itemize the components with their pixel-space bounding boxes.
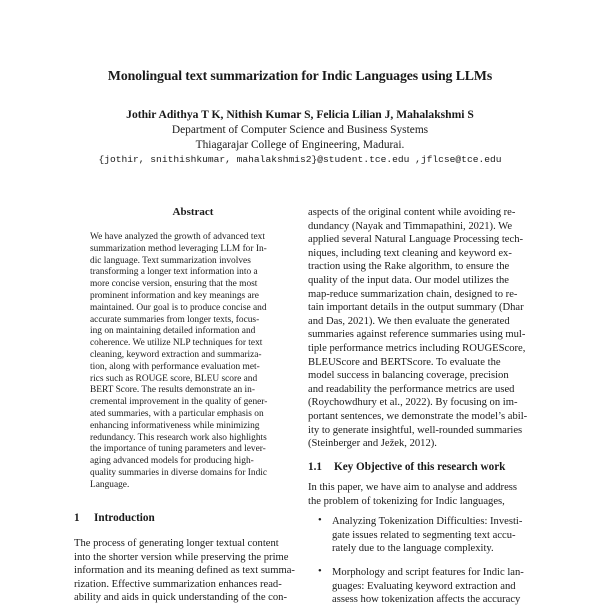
abstract-line: rics such as ROUGE score, BLEU score and bbox=[90, 373, 258, 384]
author-list: Jothir Adithya T K, Nithish Kumar S, Felicia Lilian J, Mahalakshmi S bbox=[126, 108, 474, 121]
abstract-line: cremental improvement in the quality of gener- bbox=[90, 397, 268, 408]
body-line: ity to generate insightful, well-rounded summaries bbox=[308, 424, 523, 436]
abstract-line: accurate summaries from longer texts, focus- bbox=[90, 314, 260, 325]
body-line: traction using the Rake algorithm, to ensure the bbox=[308, 261, 510, 273]
body-line: BLEUScore and BERTScore. To evaluate the bbox=[308, 356, 501, 368]
abstract-body bbox=[90, 232, 296, 492]
subsection-title: Key Objective of this research work bbox=[334, 461, 506, 473]
body-line: (Steinberger and Ježek, 2012). bbox=[308, 438, 437, 450]
bullet-line: Morphology and script features for Indic lan- bbox=[332, 567, 524, 578]
author-emails: {jothir, snithishkumar, mahalakshmis2}@student.tce.edu ,jflcse@tce.edu bbox=[98, 154, 502, 165]
abstract-line: more concise version, ensuring that the most bbox=[90, 279, 258, 290]
subsection-heading bbox=[308, 461, 505, 473]
abstract-line: ated summaries, with a particular emphasis on bbox=[90, 408, 264, 419]
abstract-line: aging advanced models for producing high- bbox=[90, 456, 254, 467]
bullet-marker: • bbox=[318, 566, 322, 577]
section-number: 1 bbox=[74, 512, 80, 524]
intro-line: into the shorter version while preserving the prime bbox=[74, 551, 289, 563]
bullet-line: guages: Evaluating keyword extraction and bbox=[332, 580, 516, 592]
subsection-body bbox=[308, 481, 538, 508]
body-line: summaries against reference summaries using mul- bbox=[308, 329, 526, 341]
intro-line: rization. Effective summarization enhances read- bbox=[74, 578, 282, 590]
bullet-item bbox=[332, 566, 524, 607]
intro-line: information and its meaning defined as text summa- bbox=[74, 565, 295, 577]
bullet-line: assess how tokenization affects the accuracy bbox=[332, 594, 521, 606]
affiliation-college: Thiagarajar College of Engineering, Madurai. bbox=[195, 139, 405, 151]
abstract-line: coherence. We utilize NLP techniques for text bbox=[90, 338, 263, 349]
abstract-line: quality summaries in diverse domains for Indic bbox=[90, 467, 268, 478]
abstract-line: enhancing informativeness while minimizing bbox=[90, 420, 260, 431]
body-line: the problem of tokenizing for Indic languages, bbox=[308, 495, 505, 507]
body-line: dundancy (Nayak and Timmapathini, 2021). We bbox=[308, 220, 513, 232]
right-column-body bbox=[308, 206, 538, 451]
abstract-line: summarization method leveraging LLM for In- bbox=[90, 243, 267, 254]
paper-title: Monolingual text summarization for Indic Languages using LLMs bbox=[107, 68, 493, 83]
introduction-body bbox=[74, 537, 302, 605]
bullet-line: gate issues related to segmenting text accu- bbox=[332, 529, 516, 541]
body-line: tiple performance metrics including ROUGEScore, bbox=[308, 342, 526, 354]
bullet-item bbox=[332, 515, 522, 556]
intro-line: ability and aids in quick understanding of the con- bbox=[74, 592, 288, 604]
abstract-line: cleaning, keyword extraction and summariza- bbox=[90, 349, 262, 360]
bullet-line: Analyzing Tokenization Difficulties: Investi- bbox=[332, 516, 523, 527]
section-title: Introduction bbox=[94, 512, 155, 524]
bullet-marker: • bbox=[318, 515, 322, 526]
affiliation-department: Department of Computer Science and Business Systems bbox=[171, 124, 429, 136]
body-line: quality of the input data. Our model utilizes the bbox=[308, 274, 509, 286]
bullet-line: rately due to the language complexity. bbox=[332, 543, 494, 555]
body-line: map-reduce summarization chain, designed to re- bbox=[308, 288, 518, 300]
abstract-line: ing on maintaining detailed information and bbox=[90, 326, 256, 337]
body-line: portant sentences, we demonstrate the model’s abil- bbox=[308, 410, 528, 422]
abstract-line: redundancy. This research work also highlights bbox=[90, 432, 267, 443]
subsection-number: 1.1 bbox=[308, 461, 322, 473]
body-line: and readability the performance metrics are used bbox=[308, 383, 515, 395]
abstract-line: Language. bbox=[90, 479, 130, 490]
body-line: (Roychowdhury et al., 2022). By focusing on im- bbox=[308, 397, 518, 409]
abstract-line: prominent information and key meanings are bbox=[90, 290, 259, 301]
body-line: model success in balancing coverage, precision bbox=[308, 370, 509, 382]
body-line: In this paper, we have aim to analyse and address bbox=[308, 482, 518, 493]
abstract-line: We have analyzed the growth of advanced text bbox=[90, 232, 265, 242]
intro-line: The process of generating longer textual content bbox=[74, 538, 279, 549]
abstract-line: the importance of tuning parameters and lever- bbox=[90, 444, 266, 455]
introduction-heading bbox=[74, 512, 155, 524]
body-line: and Das, 2021). We then evaluate the generated bbox=[308, 315, 510, 327]
body-line: niques, including text cleaning and keyword ex- bbox=[308, 247, 512, 259]
body-line: tain important details in the output summary (Dhar bbox=[308, 302, 524, 314]
body-line: aspects of the original content while avoiding re- bbox=[308, 207, 516, 218]
abstract-heading: Abstract bbox=[172, 206, 214, 218]
abstract-line: transforming a longer text information into a bbox=[90, 267, 258, 278]
abstract-line: maintained. Our goal is to produce concise and bbox=[90, 302, 267, 313]
abstract-line: tion, along with performance evaluation met- bbox=[90, 361, 260, 372]
abstract-line: BERT Score. The results demonstrate an in- bbox=[90, 385, 255, 396]
abstract-line: dic language. Text summarization involves bbox=[90, 255, 251, 266]
body-line: applied several Natural Language Processing tech- bbox=[308, 234, 524, 246]
